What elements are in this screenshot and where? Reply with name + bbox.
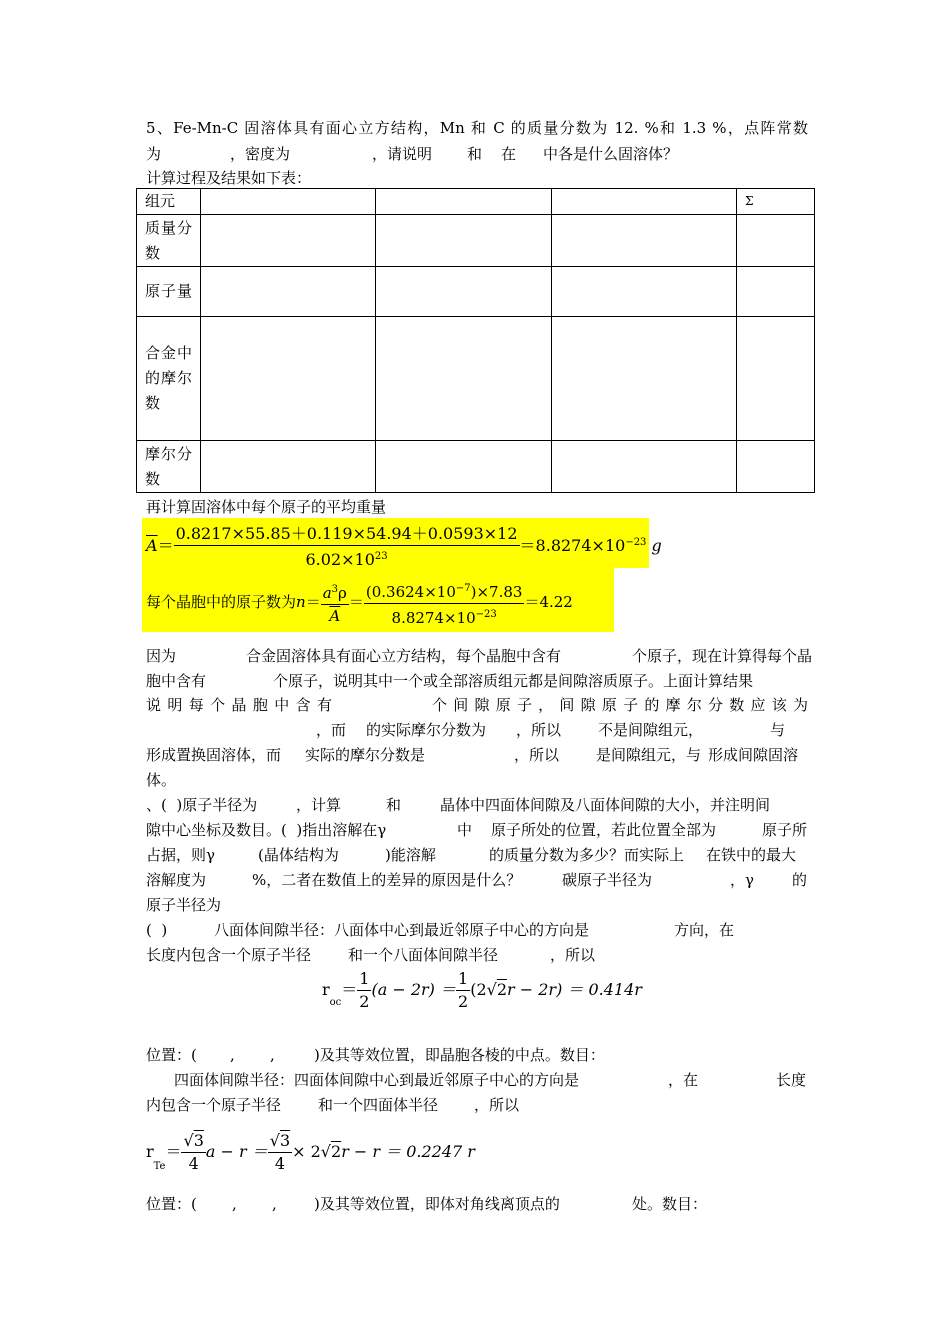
problem6-l5: 原子半径为 xyxy=(146,896,222,914)
analysis-l5c: ，所以 xyxy=(514,746,560,764)
formula-oc-half2-num: 1 xyxy=(456,968,470,991)
formula-a-denominator: 6.02×10 xyxy=(305,549,375,569)
formula-oc-part2: (2 xyxy=(470,980,487,999)
formula-oc-r: r xyxy=(322,980,330,999)
formula-te-frac2-den: 4 xyxy=(274,1154,286,1173)
problem6-l1b: ，计算 xyxy=(296,796,342,814)
formula-oc-part3: r − 2r) ＝ 0.414r xyxy=(507,980,642,999)
analysis-l5e: 形成间隙固溶 xyxy=(708,746,799,764)
formula-n-num1-exp: 3 xyxy=(331,584,339,595)
problem6-l2c: 原子所处的位置，若此位置全部为 xyxy=(491,821,717,839)
analysis-l2b: 个原子，说明其中一个或全部溶质组元都是间隙溶质原子。上面计算结果 xyxy=(273,672,754,690)
table-cell xyxy=(552,189,737,215)
analysis-l4e: 与 xyxy=(770,721,786,739)
formula-n-fraction2 xyxy=(364,578,525,629)
tetra-l2b: 和一个四面体半径 xyxy=(318,1096,439,1114)
problem5-line2-c: ，请说明 xyxy=(372,145,433,163)
formula-a-lhs: $\overline{A}$ xyxy=(146,536,158,555)
tetra-position-e: 处。数目： xyxy=(632,1195,708,1213)
formula-te-part3: r − r ＝ 0.2247 r xyxy=(341,1142,475,1161)
table-row-label: 质量分数 xyxy=(137,215,201,267)
octa-l2a: 长度内包含一个原子半径 xyxy=(146,946,312,964)
octa-position-c: , xyxy=(270,1046,275,1064)
table-cell xyxy=(552,317,737,441)
formula-tetrahedral-radius: $r_{Te}=$ $\frac{√3}{4}$ a − r ＝ $\frac{√3}{4}$ × 2√2r − r ＝ 0.2247 r xyxy=(146,1131,475,1173)
formula-a-fraction xyxy=(174,523,520,571)
problem6-l1c: 和 xyxy=(386,796,402,814)
formula-te-root2: 2 xyxy=(331,1142,342,1161)
formula-n-den2-exp: −23 xyxy=(475,608,497,620)
tetra-position-d: )及其等效位置，即体对角线离顶点的 xyxy=(314,1195,560,1213)
problem6-l4a: 溶解度为 xyxy=(146,871,207,889)
analysis-l3b: 个间隙原子，间隙原子的摩尔分数应该为 xyxy=(432,696,808,714)
formula-n-num2-exp: −7 xyxy=(455,582,471,594)
octa-position-a: 位置：( xyxy=(146,1046,197,1064)
table-header-sum: Σ xyxy=(737,189,815,215)
problem6-l3c: )能溶解 xyxy=(385,846,436,864)
octa-l2c: ，所以 xyxy=(550,946,596,964)
analysis-l3a: 说明每个晶胞中含有 xyxy=(146,696,332,714)
table-cell xyxy=(552,215,737,267)
problem6-l4d: ，γ xyxy=(730,871,754,889)
problem6-l2d: 原子所 xyxy=(762,821,808,839)
formula-average-weight: $\overline{A}=$ $\frac{0.8217\times 55.85+0.119\times 54.94+0.0593\times 12}{6.02\times 10^{23}}$ $=8.8274\times 10^{-23}$ g xyxy=(146,523,662,569)
problem5-line2-b: ，密度为 xyxy=(230,145,291,163)
table-cell xyxy=(737,267,815,317)
problem6-l4e: 的 xyxy=(792,871,808,889)
formula-n-den2: 8.8274×10 xyxy=(391,608,476,627)
formula-oc-half1-den: 2 xyxy=(359,992,370,1011)
table-cell xyxy=(201,267,376,317)
formula-te-frac2 xyxy=(268,1130,292,1175)
formula-n-fraction1 xyxy=(321,579,349,627)
formula-n-prefix: 每个晶胞中的原子数为 xyxy=(146,593,297,611)
problem6-l1a: 、( )原子半径为 xyxy=(146,796,258,814)
tetra-l1a: 四面体间隙半径：四面体间隙中心到最近邻原子中心的方向是 xyxy=(174,1071,580,1089)
problem6-l2a: 隙中心坐标及数目。( )指出溶解在γ xyxy=(146,821,387,839)
formula-oc-part1: (a − 2r) ＝ xyxy=(371,980,457,999)
formula-te-part2: × 2 xyxy=(292,1142,321,1161)
formula-te-part1: a − r ＝ xyxy=(205,1142,268,1161)
problem6-l1d: 晶体中四面体间隙及八面体间隙的大小，并注明间 xyxy=(440,796,771,814)
table-header-component: 组元 xyxy=(137,189,201,215)
table-cell xyxy=(737,215,815,267)
formula-n-num1: a xyxy=(322,584,332,602)
table-cell xyxy=(737,317,815,441)
analysis-l2a: 胞中含有 xyxy=(146,672,207,690)
problem6-l3e: 在铁中的最大 xyxy=(706,846,797,864)
formula-n-rho: ρ xyxy=(338,584,347,602)
formula-n-num2b: )×7.83 xyxy=(470,582,523,601)
problem5-line2-a: 为 xyxy=(146,145,162,163)
formula-oc-root: 2 xyxy=(496,980,508,999)
analysis-l6: 体。 xyxy=(146,771,177,789)
octa-l1a: ( ) xyxy=(146,921,168,939)
octa-position-d: )及其等效位置，即晶胞各棱的中点。数目： xyxy=(314,1046,605,1064)
formula-a-result: ＝8.8274×10 xyxy=(519,536,626,555)
problem6-l2b: 中 xyxy=(457,821,473,839)
formula-te-sub: Te xyxy=(153,1161,166,1172)
analysis-l5a: 形成置换固溶体，而 xyxy=(146,746,282,764)
table-cell xyxy=(201,441,376,493)
formula-n-num2a: (0.3624×10 xyxy=(365,582,456,601)
tetra-position-a: 位置：( xyxy=(146,1195,197,1213)
octa-l2b: 和一个八面体间隙半径 xyxy=(348,946,499,964)
formula-a-denominator-exp: 23 xyxy=(374,550,388,562)
problem6-l3b: (晶体结构为 xyxy=(258,846,339,864)
problem5-intro: 计算过程及结果如下表： xyxy=(146,169,312,187)
formula-a-numerator: 0.8217×55.85＋0.119×54.94＋0.0593×12 xyxy=(174,523,520,546)
composition-table xyxy=(136,188,815,493)
table-cell xyxy=(201,215,376,267)
table-row-label: 合金中的摩尔数 xyxy=(137,317,201,441)
analysis-l4a: ，而 xyxy=(316,721,347,739)
tetra-position-b: , xyxy=(232,1195,237,1213)
analysis-l5d: 是间隙组元，与 xyxy=(596,746,702,764)
octa-l1c: 方向，在 xyxy=(674,921,735,939)
tetra-l2c: ，所以 xyxy=(474,1096,520,1114)
sqrt-symbol: √ xyxy=(269,1131,280,1150)
table-cell xyxy=(552,267,737,317)
analysis-l4b: 的实际摩尔分数为 xyxy=(366,721,487,739)
formula-n-den1: A xyxy=(329,607,341,625)
octa-position-b: , xyxy=(230,1046,235,1064)
table-cell xyxy=(552,441,737,493)
problem6-l4b: %，二者在数值上的差异的原因是什么？ xyxy=(252,871,522,889)
table-cell xyxy=(201,317,376,441)
formula-a-result-exp: −23 xyxy=(625,537,647,548)
analysis-l5b: 实际的摩尔分数是 xyxy=(305,746,426,764)
problem5-line2-e: 在 xyxy=(501,145,517,163)
sqrt-symbol: √ xyxy=(486,980,497,999)
formula-oc-half1 xyxy=(357,968,371,1013)
formula-te-frac1 xyxy=(181,1130,205,1175)
formula-te-frac1-root: 3 xyxy=(193,1131,204,1150)
table-row-label: 原子量 xyxy=(137,267,201,317)
table-cell xyxy=(376,317,552,441)
analysis-l4d: 不是间隙组元， xyxy=(598,721,704,739)
formula-n-var: n xyxy=(296,593,306,611)
problem5-line1: 5、Fe-Mn-C 固溶体具有面心立方结构，Mn 和 C 的质量分数为 12. %和 1.3 %，点阵常数 xyxy=(146,119,808,137)
table-cell xyxy=(376,267,552,317)
average-weight-intro: 再计算固溶体中每个原子的平均重量 xyxy=(146,498,387,516)
table-row-label: 摩尔分数 xyxy=(137,441,201,493)
sqrt-symbol: √ xyxy=(183,1131,194,1150)
tetra-l2a: 内包含一个原子半径 xyxy=(146,1096,282,1114)
problem6-l4c: 碳原子半径为 xyxy=(562,871,653,889)
table-cell xyxy=(201,189,376,215)
formula-oc-half2-den: 2 xyxy=(458,992,469,1011)
formula-oc-half2 xyxy=(456,968,470,1013)
formula-atoms-per-cell: 每个晶胞中的原子数为n＝ $\frac{a^3\rho}{A}$ ＝ $\frac{(0.3624\times 10^{-7})\times 7.83}{8.8274\times 10^{-23}}$ ＝4.22 xyxy=(146,576,573,628)
analysis-l1c: 个原子，现在计算得每个晶 xyxy=(632,647,813,665)
problem6-l3a: 占据，则γ xyxy=(146,846,215,864)
analysis-l1b: 合金固溶体具有面心立方结构，每个晶胞中含有 xyxy=(246,647,562,665)
formula-te-r: r xyxy=(146,1142,154,1161)
table-cell xyxy=(376,441,552,493)
analysis-l1a: 因为 xyxy=(146,647,177,665)
problem6-l3d: 的质量分数为多少？而实际上 xyxy=(489,846,685,864)
analysis-l4c: ，所以 xyxy=(516,721,562,739)
formula-te-frac2-root: 3 xyxy=(279,1131,291,1150)
formula-oc-half1-num: 1 xyxy=(357,968,371,991)
formula-octahedral-radius: $r_{oc}=$ $\frac{1}{2}$ (a − 2r) ＝ $\frac{1}{2}$ (2√2r − 2r) ＝ 0.414r xyxy=(322,969,642,1011)
table-cell xyxy=(737,441,815,493)
sqrt-symbol: √ xyxy=(320,1142,331,1161)
problem5-line2-d: 和 xyxy=(467,145,483,163)
formula-oc-sub: oc xyxy=(329,997,342,1008)
tetra-l1c: 长度 xyxy=(776,1071,807,1089)
problem5-line2-f: 中各是什么固溶体？ xyxy=(543,145,679,163)
table-cell xyxy=(376,215,552,267)
formula-te-frac1-den: 4 xyxy=(188,1154,199,1173)
tetra-l1b: ，在 xyxy=(668,1071,699,1089)
tetra-position-c: , xyxy=(272,1195,277,1213)
formula-n-result: ＝4.22 xyxy=(524,593,573,611)
octa-l1b: 八面体间隙半径：八面体中心到最近邻原子中心的方向是 xyxy=(214,921,590,939)
formula-a-unit: g xyxy=(651,536,662,555)
table-cell xyxy=(376,189,552,215)
